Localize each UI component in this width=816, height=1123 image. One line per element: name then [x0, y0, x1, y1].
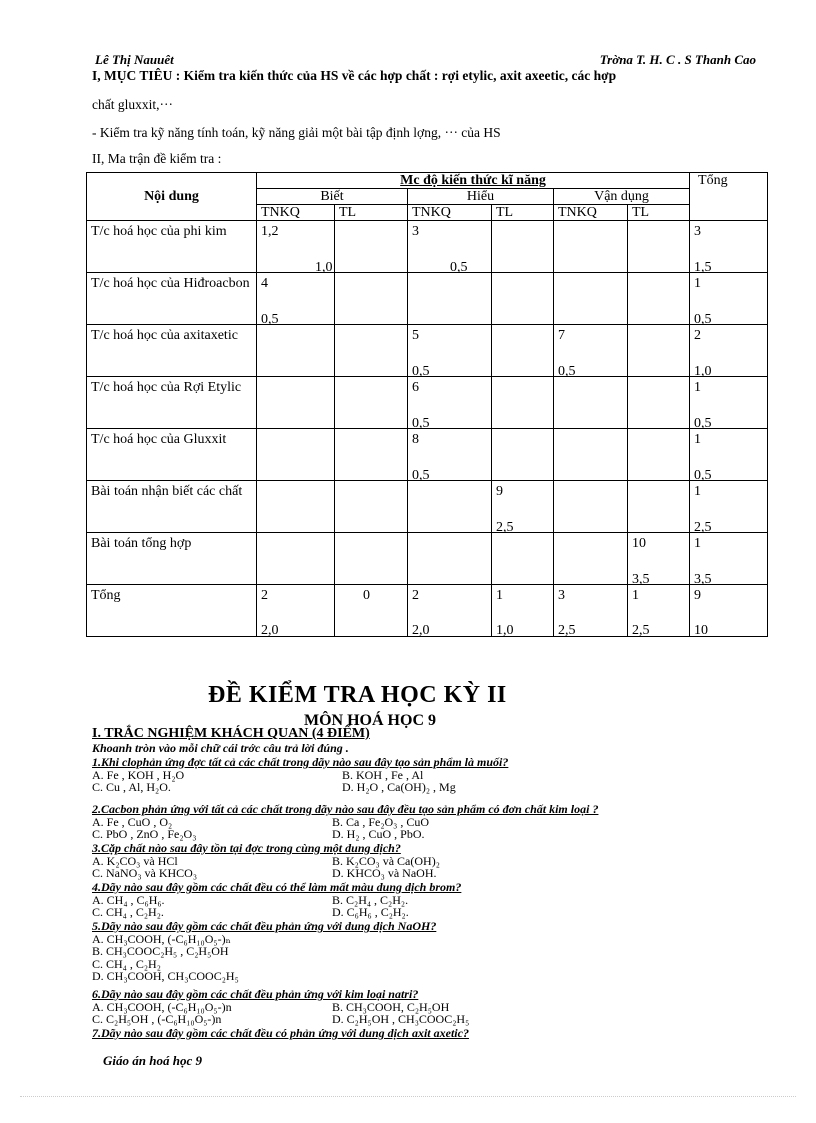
cell-count: 7: [558, 328, 565, 343]
matrix-cell: [335, 221, 408, 273]
q5-option-a: A. CH₃COOH, (-C₆H₁₀O₅-)ₙ: [92, 931, 231, 946]
q6-option-d: D. C₂H₅OH , CH₃COOC₂H₅: [332, 1012, 470, 1026]
matrix-cell: [492, 429, 554, 481]
row-label: T/c hoá học của Gluxxit: [87, 429, 257, 481]
row-label: T/c hoá học của Hiđroacbon: [87, 273, 257, 325]
matrix-cell: [628, 377, 690, 429]
cell-count: 1: [694, 536, 702, 551]
cell-score: 0,5: [694, 312, 712, 327]
q4-option-d: D. C₆H₆ , C₂H₂.: [332, 905, 409, 919]
matrix-cell: [492, 221, 554, 273]
q1-option-a: A. Fe , KOH , H₂O: [92, 767, 185, 782]
matrix-cell: [554, 273, 628, 325]
header-know: Biết: [257, 189, 408, 205]
cell-score: 3,5: [632, 572, 650, 587]
question-block-3: [92, 842, 782, 880]
matrix-cell: [408, 377, 492, 429]
matrix-cell: [690, 221, 768, 273]
header-tl: TL: [492, 205, 554, 221]
cell-count: 2: [261, 588, 268, 603]
q6-option-a: A. CH₃COOH, (-C₆H₁₀O₅-)n: [92, 999, 232, 1014]
header-tl: TL: [628, 205, 690, 221]
header-apply: Vận dụng: [554, 189, 690, 205]
matrix-cell: [492, 533, 554, 585]
cell-score: 0,5: [412, 468, 430, 483]
cell-count: 4: [261, 276, 268, 291]
objectives-line-2: chất gluxxit,···: [92, 97, 173, 112]
matrix-cell: [408, 533, 492, 585]
cell-score: 0,5: [412, 364, 430, 379]
cell-score: 2,0: [412, 623, 430, 638]
cell-score: 0,5: [261, 312, 279, 327]
cell-score: 2,5: [632, 623, 650, 638]
exam-title: ĐỀ KIỂM TRA HỌC KỲ II: [208, 682, 507, 708]
cell-score: 2,5: [496, 520, 514, 535]
objectives-line-1: I, MỤC TIÊU : Kiểm tra kiến thức của HS về các hợp chất : rợi etylic, axit axeetic, các hợp: [92, 68, 617, 83]
question-block-7: [92, 1027, 782, 1040]
matrix-cell: [554, 481, 628, 533]
matrix-cell: [335, 325, 408, 377]
matrix-cell: [628, 481, 690, 533]
matrix-cell: [408, 481, 492, 533]
header-content: Nội dung: [87, 173, 257, 221]
table-row: [87, 273, 768, 325]
q6-option-b: B. CH₃COOH, C₂H₅OH: [332, 999, 450, 1014]
header-author: Lê Thị Nauuêt: [95, 52, 174, 67]
table-row: [87, 429, 768, 481]
matrix-cell: [690, 481, 768, 533]
matrix-cell: [554, 533, 628, 585]
matrix-cell: [690, 377, 768, 429]
q1-option-b: B. KOH , Fe , Al: [342, 767, 424, 782]
cell-count: 3: [412, 224, 419, 239]
matrix-cell: [628, 325, 690, 377]
matrix-cell: [257, 273, 335, 325]
question-1: 1.Khi clophản ứng đợc tất cả các chất trong dãy nào sau đây tạo sản phẩm là muối?: [92, 755, 509, 769]
matrix-cell: [257, 429, 335, 481]
question-3: 3.Cặp chất nào sau đây tồn tại đợc trong cùng một dung dịch?: [92, 841, 401, 855]
matrix-cell: [690, 533, 768, 585]
q4-option-a: A. CH₄ , C₆H₆.: [92, 892, 165, 907]
cell-count: 1: [694, 380, 702, 395]
matrix-cell: [492, 325, 554, 377]
cell-count: 0: [363, 588, 370, 603]
matrix-cell: [492, 585, 554, 637]
q1-option-d: D. H₂O , Ca(OH)₂ , Mg: [342, 780, 456, 794]
cell-score: 10: [694, 623, 709, 638]
matrix-cell: [690, 585, 768, 637]
matrix-cell: [257, 325, 335, 377]
row-label: T/c hoá học của phi kim: [87, 221, 257, 273]
question-block-6: [92, 988, 782, 1026]
exam-subtitle: MÔN HOÁ HỌC 9: [304, 712, 436, 729]
cell-count: 3: [694, 224, 702, 239]
matrix-cell: [408, 221, 492, 273]
matrix-cell: [408, 325, 492, 377]
matrix-cell: [628, 533, 690, 585]
cell-score: 0,5: [558, 364, 576, 379]
matrix-cell: [554, 221, 628, 273]
footer-label: Giáo án hoá học 9: [103, 1053, 202, 1068]
matrix-cell: [335, 585, 408, 637]
matrix-cell: [257, 481, 335, 533]
q2-option-c: C. PbO , ZnO , Fe₂O₃: [92, 827, 197, 841]
q4-option-b: B. C₂H₄ , C₂H₂.: [332, 892, 409, 907]
cell-score: 2,5: [558, 623, 576, 638]
matrix-cell: [492, 273, 554, 325]
question-block-1: [92, 756, 782, 794]
matrix-cell: [554, 429, 628, 481]
question-4: 4.Dãy nào sau đây gồm các chất đều có thể làm mất màu dung dịch brom?: [92, 880, 462, 894]
header-tnkq: TNKQ: [554, 205, 628, 221]
table-row: [87, 533, 768, 585]
matrix-cell: [335, 273, 408, 325]
q3-option-a: A. K₂CO₃ và HCl: [92, 853, 178, 868]
question-2: 2.Cacbon phản ứng với tất cả các chất trong dãy nào sau đây đều tạo sản phẩm có đơn chất kim loại ?: [92, 802, 599, 816]
cell-count: 6: [412, 380, 419, 395]
matrix-cell: [408, 429, 492, 481]
matrix-cell: [408, 585, 492, 637]
matrix-cell: [628, 585, 690, 637]
test-matrix-table: [86, 172, 768, 637]
matrix-cell: [628, 429, 690, 481]
instruction: Khoanh tròn vào mỗi chữ cái trớc câu trả lời đúng .: [92, 741, 349, 755]
question-6: 6.Dãy nào sau đây gồm các chất đều phản ứng với kim loại natri?: [92, 987, 419, 1001]
matrix-cell: [554, 585, 628, 637]
cell-count: 1: [496, 588, 503, 603]
matrix-cell: [554, 377, 628, 429]
matrix-cell: [335, 533, 408, 585]
cell-count: 3: [558, 588, 565, 603]
matrix-cell: [257, 377, 335, 429]
cell-count: 1,2: [261, 224, 279, 239]
cell-score: 1,0: [315, 260, 333, 275]
matrix-cell: [257, 533, 335, 585]
question-5: 5.Dãy nào sau đây gồm các chất đều phản ứng với dung dịch NaOH?: [92, 919, 437, 933]
question-block-2: [92, 803, 782, 841]
question-block-4: [92, 881, 782, 919]
q2-option-a: A. Fe , CuO , O₂: [92, 814, 173, 829]
cell-count: 10: [632, 536, 646, 551]
cell-score: 2,5: [694, 520, 712, 535]
q5-option-d: D. CH₃COOH, CH₃COOC₂H₅: [92, 969, 239, 983]
question-block-5: [92, 920, 782, 983]
row-label: T/c hoá học của Rợi Etylic: [87, 377, 257, 429]
cell-score: 2,0: [261, 623, 279, 638]
row-label: Bài toán tổng hợp: [87, 533, 257, 585]
matrix-cell: [492, 481, 554, 533]
matrix-cell: [257, 221, 335, 273]
matrix-cell: [408, 273, 492, 325]
section-title: I. TRẮC NGHIỆM KHÁCH QUAN (4 ĐIỂM): [92, 726, 370, 741]
cell-count: 9: [496, 484, 503, 499]
q5-option-b: B. CH₃COOC₂H₅ , C₂H₅OH: [92, 944, 229, 958]
q3-option-b: B. K₂CO₃ và Ca(OH)₂: [332, 853, 440, 868]
q5-option-c: C. CH₄ , C₂H₂: [92, 956, 161, 971]
cell-count: 1: [632, 588, 639, 603]
header-level: Mc độ kiến thức kĩ năng: [257, 173, 690, 189]
matrix-cell: [690, 273, 768, 325]
matrix-cell: [628, 273, 690, 325]
objectives-line-3: - Kiểm tra kỹ năng tính toán, kỹ năng giải một bài tập định lợng, ··· của HS: [92, 125, 501, 140]
header-school: Trờna T. H. C . S Thanh Cao: [599, 52, 756, 67]
header-total: Tổng: [690, 173, 768, 221]
header-tnkq: TNKQ: [408, 205, 492, 221]
cell-score: 1,0: [694, 364, 712, 379]
table-row: [87, 325, 768, 377]
q1-option-c: C. Cu , Al, H₂O.: [92, 780, 171, 794]
row-label: Bài toán nhận biết các chất: [87, 481, 257, 533]
table-row: [87, 585, 768, 637]
cell-count: 1: [694, 484, 702, 499]
matrix-cell: [628, 221, 690, 273]
cell-count: 5: [412, 328, 419, 343]
cell-score: 3,5: [694, 572, 712, 587]
cell-count: 8: [412, 432, 419, 447]
table-row: [87, 481, 768, 533]
page-bottom-divider: [20, 1096, 796, 1097]
cell-count: 9: [694, 588, 702, 603]
row-label: T/c hoá học của axitaxetic: [87, 325, 257, 377]
matrix-cell: [690, 325, 768, 377]
table-row: [87, 377, 768, 429]
q4-option-c: C. CH₄ , C₂H₂.: [92, 905, 164, 919]
q3-option-d: D. KHCO₃ và NaOH.: [332, 866, 437, 880]
cell-count: 1: [694, 276, 702, 291]
cell-score: 0,5: [412, 416, 430, 431]
matrix-cell: [492, 377, 554, 429]
cell-count: 1: [694, 432, 702, 447]
matrix-cell: [335, 377, 408, 429]
cell-score: 0,5: [694, 416, 712, 431]
cell-score: 0,5: [450, 260, 468, 275]
matrix-cell: [690, 429, 768, 481]
q2-option-d: D. H₂ , CuO , PbO.: [332, 827, 425, 841]
matrix-cell: [335, 429, 408, 481]
cell-score: 1,0: [496, 623, 514, 638]
matrix-cell: [335, 481, 408, 533]
q2-option-b: B. Ca , Fe₂O₃ , CuO: [332, 814, 430, 829]
cell-count: 2: [412, 588, 419, 603]
table-row: [87, 221, 768, 273]
cell-score: 0,5: [694, 468, 712, 483]
matrix-cell: [554, 325, 628, 377]
row-label: Tổng: [87, 585, 257, 637]
objectives-line-4: II, Ma trận đề kiểm tra :: [92, 151, 222, 166]
q3-option-c: C. NaNO₃ và KHCO₃: [92, 866, 198, 880]
q6-option-c: C. C₂H₅OH , (-C₆H₁₀O₅-)n: [92, 1012, 222, 1026]
header-understand: Hiểu: [408, 189, 554, 205]
cell-count: 2: [694, 328, 702, 343]
question-7: 7.Dãy nào sau đây gồm các chất đều có phản ứng với dung dịch axit axetic?: [92, 1026, 469, 1040]
header-tnkq: TNKQ: [257, 205, 335, 221]
matrix-cell: [257, 585, 335, 637]
cell-score: 1,5: [694, 260, 712, 275]
header-tl: TL: [335, 205, 408, 221]
